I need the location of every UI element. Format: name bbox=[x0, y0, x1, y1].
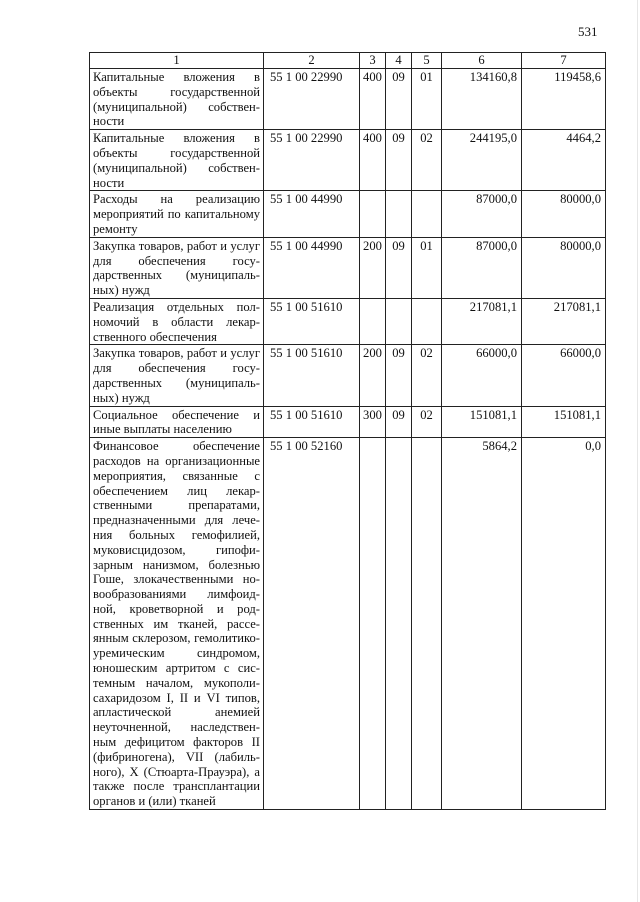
header-row bbox=[90, 53, 606, 69]
row-col-3 bbox=[360, 191, 386, 237]
row-col-5: 02 bbox=[412, 130, 442, 191]
row-col-7: 80000,0 bbox=[522, 237, 606, 298]
row-col-5: 01 bbox=[412, 69, 442, 130]
table-row bbox=[90, 406, 606, 438]
row-col-3: 200 bbox=[360, 237, 386, 298]
row-col-4 bbox=[386, 191, 412, 237]
header-col-2: 2 bbox=[264, 53, 360, 69]
row-code: 55 1 00 44990 bbox=[264, 237, 360, 298]
row-col-5: 01 bbox=[412, 237, 442, 298]
row-code: 55 1 00 22990 bbox=[264, 69, 360, 130]
row-col-6: 244195,0 bbox=[442, 130, 522, 191]
row-col-5: 02 bbox=[412, 406, 442, 438]
row-name: Закупка товаров, работ и услуг для обеспечения государственных (муниципальных) нужд bbox=[90, 237, 264, 298]
row-col-6: 5864,2 bbox=[442, 438, 522, 810]
budget-table bbox=[89, 52, 606, 810]
row-col-7: 66000,0 bbox=[522, 345, 606, 406]
row-name: Капитальные вложения в объекты государственной (муниципальной) собственности bbox=[90, 130, 264, 191]
row-col-6: 66000,0 bbox=[442, 345, 522, 406]
row-name: Закупка товаров, работ и услуг для обеспечения государственных (муниципальных) нужд bbox=[90, 345, 264, 406]
table-row bbox=[90, 191, 606, 237]
table-row bbox=[90, 130, 606, 191]
row-col-3 bbox=[360, 298, 386, 344]
row-col-4: 09 bbox=[386, 237, 412, 298]
page-number: 531 bbox=[578, 24, 598, 39]
scan-edge-divider bbox=[637, 0, 638, 902]
row-col-4 bbox=[386, 298, 412, 344]
row-col-5: 02 bbox=[412, 345, 442, 406]
row-col-7: 119458,6 bbox=[522, 69, 606, 130]
row-col-4: 09 bbox=[386, 345, 412, 406]
header-col-4: 4 bbox=[386, 53, 412, 69]
row-col-5 bbox=[412, 191, 442, 237]
header-col-1: 1 bbox=[90, 53, 264, 69]
table-row bbox=[90, 345, 606, 406]
row-col-5 bbox=[412, 438, 442, 810]
row-col-6: 134160,8 bbox=[442, 69, 522, 130]
row-col-7: 4464,2 bbox=[522, 130, 606, 191]
table-row bbox=[90, 69, 606, 130]
row-col-6: 217081,1 bbox=[442, 298, 522, 344]
row-col-4 bbox=[386, 438, 412, 810]
header-col-6: 6 bbox=[442, 53, 522, 69]
row-col-6: 151081,1 bbox=[442, 406, 522, 438]
row-col-4: 09 bbox=[386, 130, 412, 191]
table-row bbox=[90, 237, 606, 298]
row-col-4: 09 bbox=[386, 406, 412, 438]
row-col-7: 151081,1 bbox=[522, 406, 606, 438]
row-name: Реализация отдельных полномочий в области лекарственного обеспечения bbox=[90, 298, 264, 344]
row-col-3: 400 bbox=[360, 69, 386, 130]
header-col-5: 5 bbox=[412, 53, 442, 69]
row-col-4: 09 bbox=[386, 69, 412, 130]
row-name: Капитальные вложения в объекты государственной (муниципальной) собственности bbox=[90, 69, 264, 130]
row-col-7: 0,0 bbox=[522, 438, 606, 810]
row-col-3: 400 bbox=[360, 130, 386, 191]
table-row bbox=[90, 438, 606, 810]
row-col-6: 87000,0 bbox=[442, 237, 522, 298]
row-code: 55 1 00 51610 bbox=[264, 298, 360, 344]
row-col-3 bbox=[360, 438, 386, 810]
header-col-3: 3 bbox=[360, 53, 386, 69]
row-col-6: 87000,0 bbox=[442, 191, 522, 237]
table-row bbox=[90, 298, 606, 344]
row-code: 55 1 00 51610 bbox=[264, 406, 360, 438]
row-col-5 bbox=[412, 298, 442, 344]
row-col-3: 200 bbox=[360, 345, 386, 406]
row-col-7: 217081,1 bbox=[522, 298, 606, 344]
header-col-7: 7 bbox=[522, 53, 606, 69]
row-col-3: 300 bbox=[360, 406, 386, 438]
row-code: 55 1 00 52160 bbox=[264, 438, 360, 810]
row-name: Финансовое обеспечение расходов на организационные мероприятия, связанные с обеспечением лиц лекарственными препаратами, предназначенными для лечения больных гемофилией, муковисцидозом, гипофизарным нанизмом, болезнью Гоше, злокачественными новообразованиями лимфоидной, кроветворной и родственных им тканей, рассеянным склерозом, гемолитико-уремическим синдромом, юношеским артритом с системным началом, мукополисахаридозом I, II и VI типов, апластической анемией неуточненной, наследственным дефицитом факторов II (фибриногена), VII (лабильного), X (Стюарта-Прауэра), а также после трансплантации органов и (или) тканей bbox=[90, 438, 264, 810]
row-code: 55 1 00 51610 bbox=[264, 345, 360, 406]
row-col-7: 80000,0 bbox=[522, 191, 606, 237]
row-code: 55 1 00 44990 bbox=[264, 191, 360, 237]
row-code: 55 1 00 22990 bbox=[264, 130, 360, 191]
row-name: Расходы на реализацию мероприятий по капитальному ремонту bbox=[90, 191, 264, 237]
row-name: Социальное обеспечение и иные выплаты населению bbox=[90, 406, 264, 438]
